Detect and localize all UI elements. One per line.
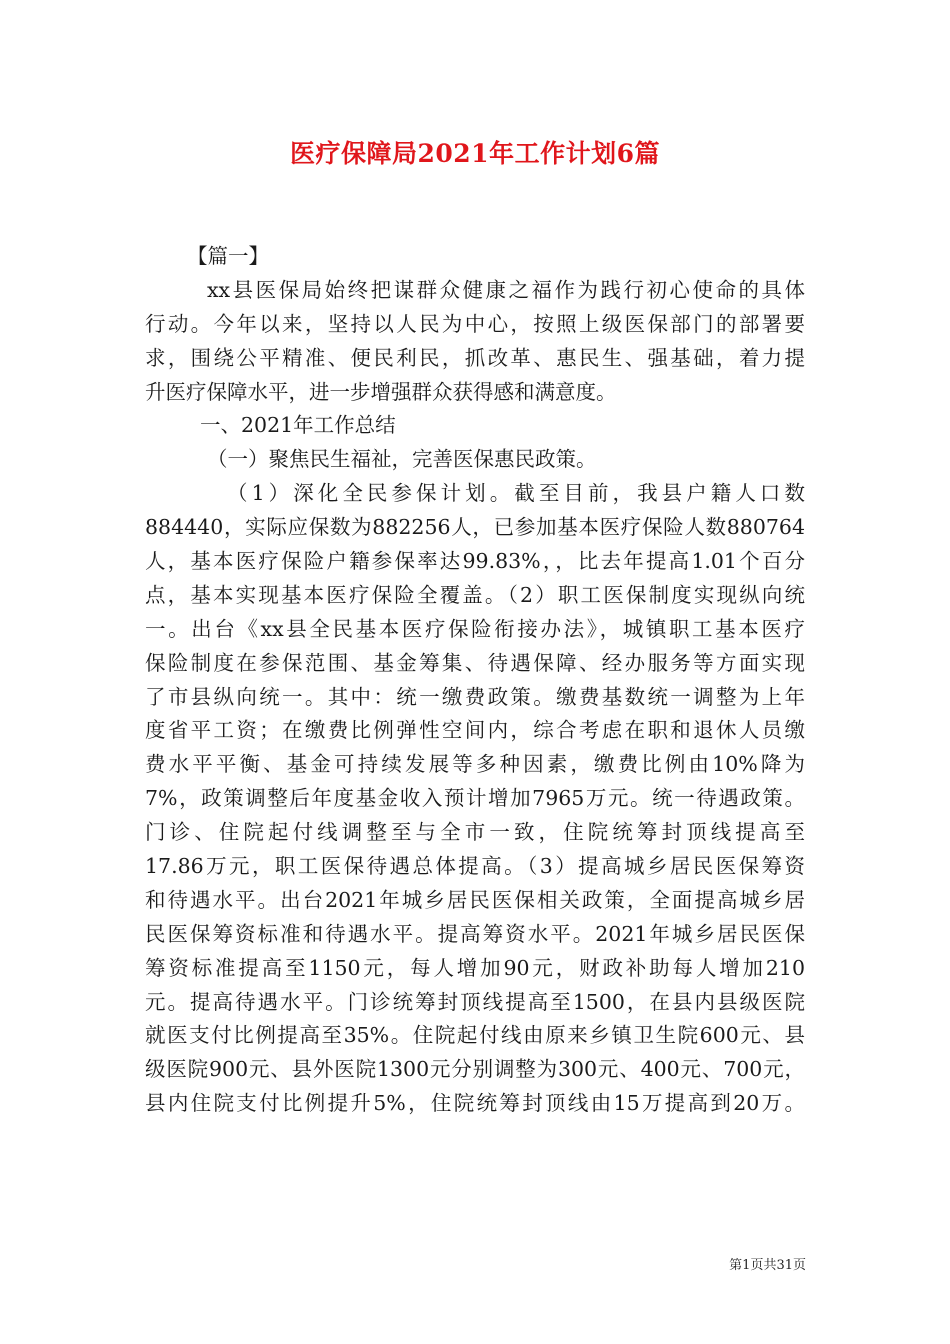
text-line: 人，基本医疗保险户籍参保率达99.83%，，比去年提高1.01个百分 xyxy=(145,549,805,574)
text-line: 一。出台《xx县全民基本医疗保险衔接办法》，城镇职工基本医疗 xyxy=(145,616,805,641)
text-line: 7%，政策调整后年度基金收入预计增加7965万元。统一待遇政策。 xyxy=(145,786,805,811)
page-title: 医疗保障局2021年工作计划6篇 xyxy=(290,139,660,168)
text-line: 保险制度在参保范围、基金筹集、待遇保障、经办服务等方面实现 xyxy=(145,650,805,675)
text-line: 级医院900元、县外医院1300元分别调整为300元、400元、700元， xyxy=(145,1057,805,1082)
text-line: 县内住院支付比例提升5%，住院统筹封顶线由15万提高到20万。 xyxy=(145,1091,805,1116)
text-line: 点，基本实现基本医疗保险全覆盖。（2）职工医保制度实现纵向统 xyxy=(145,582,805,607)
text-line: 升医疗保障水平，进一步增强群众获得感和满意度。 xyxy=(145,379,617,404)
document-body xyxy=(145,240,805,1121)
text-line: 884440，实际应保数为882256人，已参加基本医疗保险人数880764 xyxy=(145,515,805,540)
text-line: 一、2021年工作总结 xyxy=(200,413,396,438)
text-line: 行动。今年以来，坚持以人民为中心，按照上级医保部门的部署要 xyxy=(145,311,805,336)
text-line: 筹资标准提高至1150元，每人增加90元，财政补助每人增加210 xyxy=(145,955,805,980)
text-line: 17.86万元，职工医保待遇总体提高。（3）提高城乡居民医保筹资 xyxy=(145,854,805,879)
text-line: xx县医保局始终把谋群众健康之福作为践行初心使命的具体 xyxy=(207,277,805,302)
text-line: 和待遇水平。出台2021年城乡居民医保相关政策，全面提高城乡居 xyxy=(145,887,805,912)
text-line: 就医支付比例提高至35%。住院起付线由原来乡镇卫生院600元、县 xyxy=(145,1023,805,1048)
text-line: 了市县纵向统一。其中：统一缴费政策。缴费基数统一调整为上年 xyxy=(145,684,805,709)
text-line: 民医保筹资标准和待遇水平。提高筹资水平。2021年城乡居民医保 xyxy=(145,921,805,946)
text-line: （1）深化全民参保计划。截至目前，我县户籍人口数 xyxy=(227,481,805,506)
text-line: 求，围绕公平精准、便民利民，抓改革、惠民生、强基础，着力提 xyxy=(145,345,805,370)
text-line: 元。提高待遇水平。门诊统筹封顶线提高至1500，在县内县级医院 xyxy=(145,989,805,1014)
text-line: 度省平工资；在缴费比例弹性空间内，综合考虑在职和退休人员缴 xyxy=(145,718,805,743)
text-line: （一）聚焦民生福祉，完善医保惠民政策。 xyxy=(207,447,597,472)
page-number: 第1页共31页 xyxy=(729,1258,806,1273)
text-line: 门诊、住院起付线调整至与全市一致，住院统筹封顶线提高至 xyxy=(145,820,805,845)
text-line: 【篇一】 xyxy=(187,244,269,268)
text-line: 费水平平衡、基金可持续发展等多种因素，缴费比例由10%降为 xyxy=(145,752,805,777)
